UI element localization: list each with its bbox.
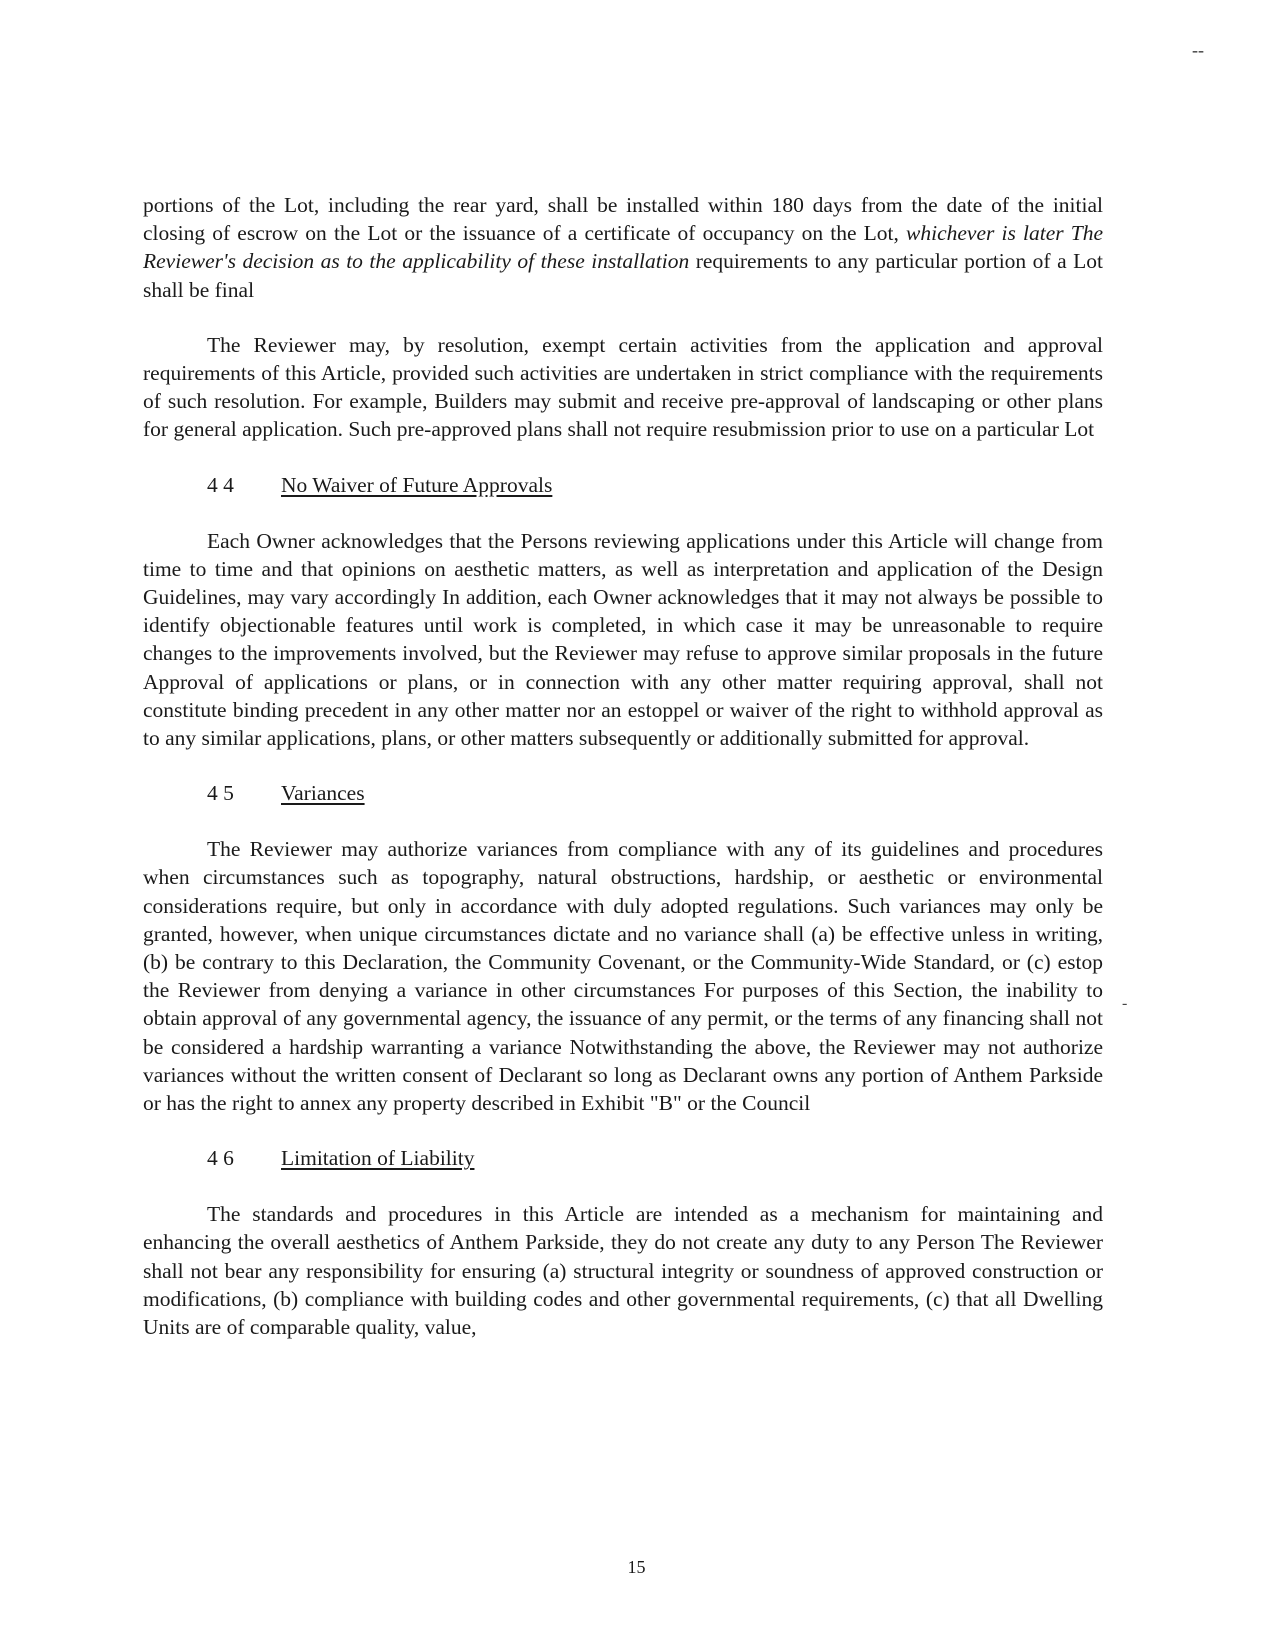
paragraph-installation-requirements bbox=[143, 191, 1103, 304]
section-heading-4-6 bbox=[207, 1144, 1103, 1172]
section-title: No Waiver of Future Approvals bbox=[281, 472, 553, 497]
paragraph-exemptions: The Reviewer may, by resolution, exempt certain activities from the application and approval requirements of this Article, provided such activities are undertaken in strict compliance with the requirements of such resolution. For example, Builders may submit and receive pre-approval of landscaping or other plans for general application. Such pre-approved plans shall not require resubmission prior to use on a particular Lot bbox=[143, 332, 1103, 442]
section-heading-4-4 bbox=[207, 471, 1103, 499]
paragraph-no-waiver: Each Owner acknowledges that the Persons reviewing applications under this Article will change from time to time and that opinions on aesthetic matters, as well as interpretation and application of the Design Guidelines, may vary accordingly In addition, each Owner acknowledges that it may not always be possible to identify objectionable features until work is completed, in which case it may be unreasonable to require changes to the improvements involved, but the Reviewer may refuse to approve similar proposals in the future Approval of applications or plans, or in connection with any other matter requiring approval, shall not constitute binding precedent in any other matter nor an estoppel or waiver of the right to withhold approval as to any similar applications, plans, or other matters subsequently or additionally submitted for approval. bbox=[143, 528, 1103, 751]
section-number: 4 6 bbox=[207, 1146, 234, 1171]
section-number: 4 4 bbox=[207, 472, 234, 497]
paragraph-text-tail: requirements to any particular portion of a Lot shall be final bbox=[143, 249, 1103, 302]
section-number: 4 5 bbox=[207, 781, 234, 806]
paragraph-text: portions of the Lot, including the rear yard, shall be installed within 180 days from the date of the initial closing of escrow on the Lot or the issuance of a certificate of occupancy on the Lot, bbox=[143, 193, 1103, 246]
paragraph-limitation-of-liability: The standards and procedures in this Article are intended as a mechanism for maintaining and enhancing the overall aesthetics of Anthem Parkside, they do not create any duty to any Person The Reviewer shall not bear any responsibility for ensuring (a) structural integrity or soundness of approved construction or modifications, (b) compliance with building codes and other governmental requirements, (c) that all Dwelling Units are of comparable quality, value, bbox=[143, 1202, 1103, 1340]
section-title: Variances bbox=[281, 781, 365, 806]
section-title: Limitation of Liability bbox=[281, 1146, 475, 1171]
document-body bbox=[143, 191, 1103, 1341]
corner-mark: -- bbox=[1192, 40, 1204, 60]
margin-mark: - bbox=[1122, 995, 1128, 1012]
paragraph-variances: The Reviewer may authorize variances from compliance with any of its guidelines and procedures when circumstances such as topography, natural obstructions, hardship, or aesthetic or environmental considerations require, but only in accordance with duly adopted regulations. Such variances may only be granted, however, when unique circumstances dictate and no variance shall (a) be effective unless in writing, (b) be contrary to this Declaration, the Community Covenant, or the Community-Wide Standard, or (c) estop the Reviewer from denying a variance in other circumstances For purposes of this Section, the inability to obtain approval of any governmental agency, the issuance of any permit, or the terms of any financing shall not be considered a hardship warranting a variance Notwithstanding the above, the Reviewer may not authorize variances without the written consent of Declarant so long as Declarant owns any portion of Anthem Parkside or has the right to annex any property described in Exhibit "B" or the Council bbox=[143, 837, 1103, 1116]
page-number: 15 bbox=[627, 1557, 646, 1577]
paragraph-italic-text: whichever is later The Reviewer's decision as to the applicability of these installation bbox=[143, 221, 1103, 274]
section-heading-4-5 bbox=[207, 779, 1103, 807]
